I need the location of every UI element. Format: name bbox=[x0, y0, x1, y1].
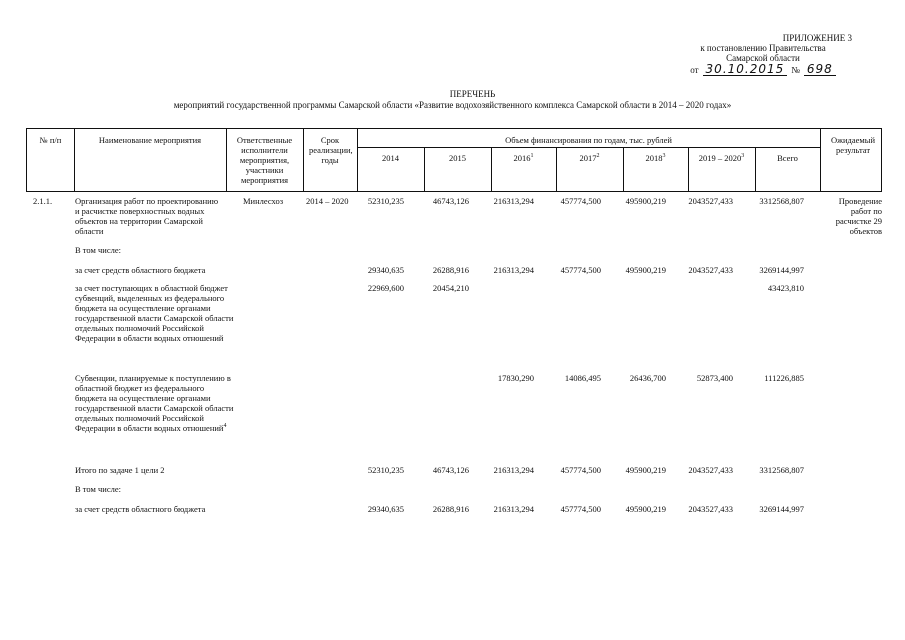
regional2-label: за счет средств областного бюджета bbox=[75, 504, 206, 514]
row1-v2014: 52310,235 bbox=[367, 196, 404, 206]
regional2-v2017: 457774,500 bbox=[560, 504, 601, 514]
row1-v2018: 495900,219 bbox=[625, 196, 666, 206]
regional-v2014: 29340,635 bbox=[367, 265, 404, 275]
appendix-block bbox=[668, 33, 858, 76]
header-num: № п/п bbox=[39, 135, 62, 145]
row1-total: 3312568,807 bbox=[759, 196, 804, 206]
including-label-2: В том числе: bbox=[75, 484, 121, 494]
planned-v2019: 52873,400 bbox=[696, 373, 733, 383]
header-y2014: 2014 bbox=[382, 153, 399, 163]
handwritten-number: 698 bbox=[804, 63, 836, 76]
table-header bbox=[26, 128, 882, 192]
total-v2019: 2043527,433 bbox=[688, 465, 733, 475]
header-result: Ожидаемый результат bbox=[830, 135, 876, 155]
header-resp: Ответственные исполнители мероприятия, участники мероприятия bbox=[236, 135, 293, 185]
federal-label: за счет поступающих в областной бюджет субвенций, выделенных из федерального бюджета на осуществление органами государственной власти Самарской области отдельных полномочий Российской Федерации в области водных отношений bbox=[75, 283, 234, 343]
header-y2018: 2018$^3$ bbox=[645, 153, 666, 163]
header-y2015: 2015 bbox=[449, 153, 466, 163]
row1-v2015: 46743,126 bbox=[432, 196, 469, 206]
appendix-title: ПРИЛОЖЕНИЕ 3 bbox=[782, 33, 852, 43]
regional2-v2016: 216313,294 bbox=[493, 504, 534, 514]
including-label: В том числе: bbox=[75, 245, 121, 255]
total-total: 3312568,807 bbox=[759, 465, 804, 475]
row1-v2019: 2043527,433 bbox=[688, 196, 733, 206]
federal-total: 43423,810 bbox=[767, 283, 804, 293]
appendix-line2: Самарской области bbox=[726, 53, 800, 63]
regional2-v2018: 495900,219 bbox=[625, 504, 666, 514]
regional2-v2014: 29340,635 bbox=[367, 504, 404, 514]
planned-v2018: 26436,700 bbox=[629, 373, 666, 383]
regional-v2015: 26288,916 bbox=[432, 265, 469, 275]
federal-v2014: 22969,600 bbox=[367, 283, 404, 293]
handwritten-date: 30.10.2015 bbox=[703, 63, 788, 76]
total-label: Итого по задаче 1 цели 2 bbox=[75, 465, 165, 475]
total-v2017: 457774,500 bbox=[560, 465, 601, 475]
regional2-v2015: 26288,916 bbox=[432, 504, 469, 514]
appendix-date-row bbox=[668, 63, 858, 76]
header-name: Наименование мероприятия bbox=[98, 135, 202, 145]
header-y2016: 2016$^1$ bbox=[513, 153, 534, 163]
header-funding: Объем финансирования по годам, тыс. рублей bbox=[505, 135, 672, 145]
total-v2015: 46743,126 bbox=[432, 465, 469, 475]
regional2-total: 3269144,997 bbox=[759, 504, 804, 514]
from-label: от bbox=[690, 65, 699, 75]
row-term: 2014 – 2020 bbox=[306, 196, 349, 206]
header-y2019: 2019 – 2020$^3$ bbox=[698, 153, 745, 163]
document-heading bbox=[0, 89, 905, 111]
row-number: 2.1.1. bbox=[33, 196, 53, 206]
header-y2017: 2017$^2$ bbox=[579, 153, 600, 163]
regional-total: 3269144,997 bbox=[759, 265, 804, 275]
total-v2016: 216313,294 bbox=[493, 465, 534, 475]
row-result: Проведение работ по расчистке 29 объектов bbox=[835, 196, 882, 236]
total-v2018: 495900,219 bbox=[625, 465, 666, 475]
header-total: Всего bbox=[777, 153, 798, 163]
planned-v2017: 14086,495 bbox=[564, 373, 601, 383]
regional-label: за счет средств областного бюджета bbox=[75, 265, 206, 275]
appendix-line1: к постановлению Правительства bbox=[700, 43, 826, 53]
regional-v2017: 457774,500 bbox=[560, 265, 601, 275]
header-term: Срок реализации, годы bbox=[309, 135, 353, 165]
regional-v2016: 216313,294 bbox=[493, 265, 534, 275]
regional-v2018: 495900,219 bbox=[625, 265, 666, 275]
heading-subtitle: мероприятий государственной программы Самарской области «Развитие водохозяйственного комплекса Самарской области в 2014 – 2020 годах» bbox=[173, 100, 732, 110]
total-v2014: 52310,235 bbox=[367, 465, 404, 475]
row1-v2017: 457774,500 bbox=[560, 196, 601, 206]
planned-v2016: 17830,290 bbox=[497, 373, 534, 383]
regional2-v2019: 2043527,433 bbox=[688, 504, 733, 514]
row-name: Организация работ по проектированию и расчистке поверхностных водных объектов на территории Самарской области bbox=[75, 196, 219, 236]
number-label: № bbox=[791, 65, 800, 75]
planned-label: Субвенции, планируемые к поступлению в областной бюджет из федерального бюджета на осуществление органами государственной власти Самарской области отдельных полномочий Российской Федерации в области водных отношений$^4$ bbox=[75, 373, 234, 433]
row-resp: Минлесхоз bbox=[243, 196, 284, 206]
heading-title: ПЕРЕЧЕНЬ bbox=[449, 89, 496, 99]
regional-v2019: 2043527,433 bbox=[688, 265, 733, 275]
row1-v2016: 216313,294 bbox=[493, 196, 534, 206]
federal-v2015: 20454,210 bbox=[432, 283, 469, 293]
planned-total: 111226,885 bbox=[764, 373, 804, 383]
